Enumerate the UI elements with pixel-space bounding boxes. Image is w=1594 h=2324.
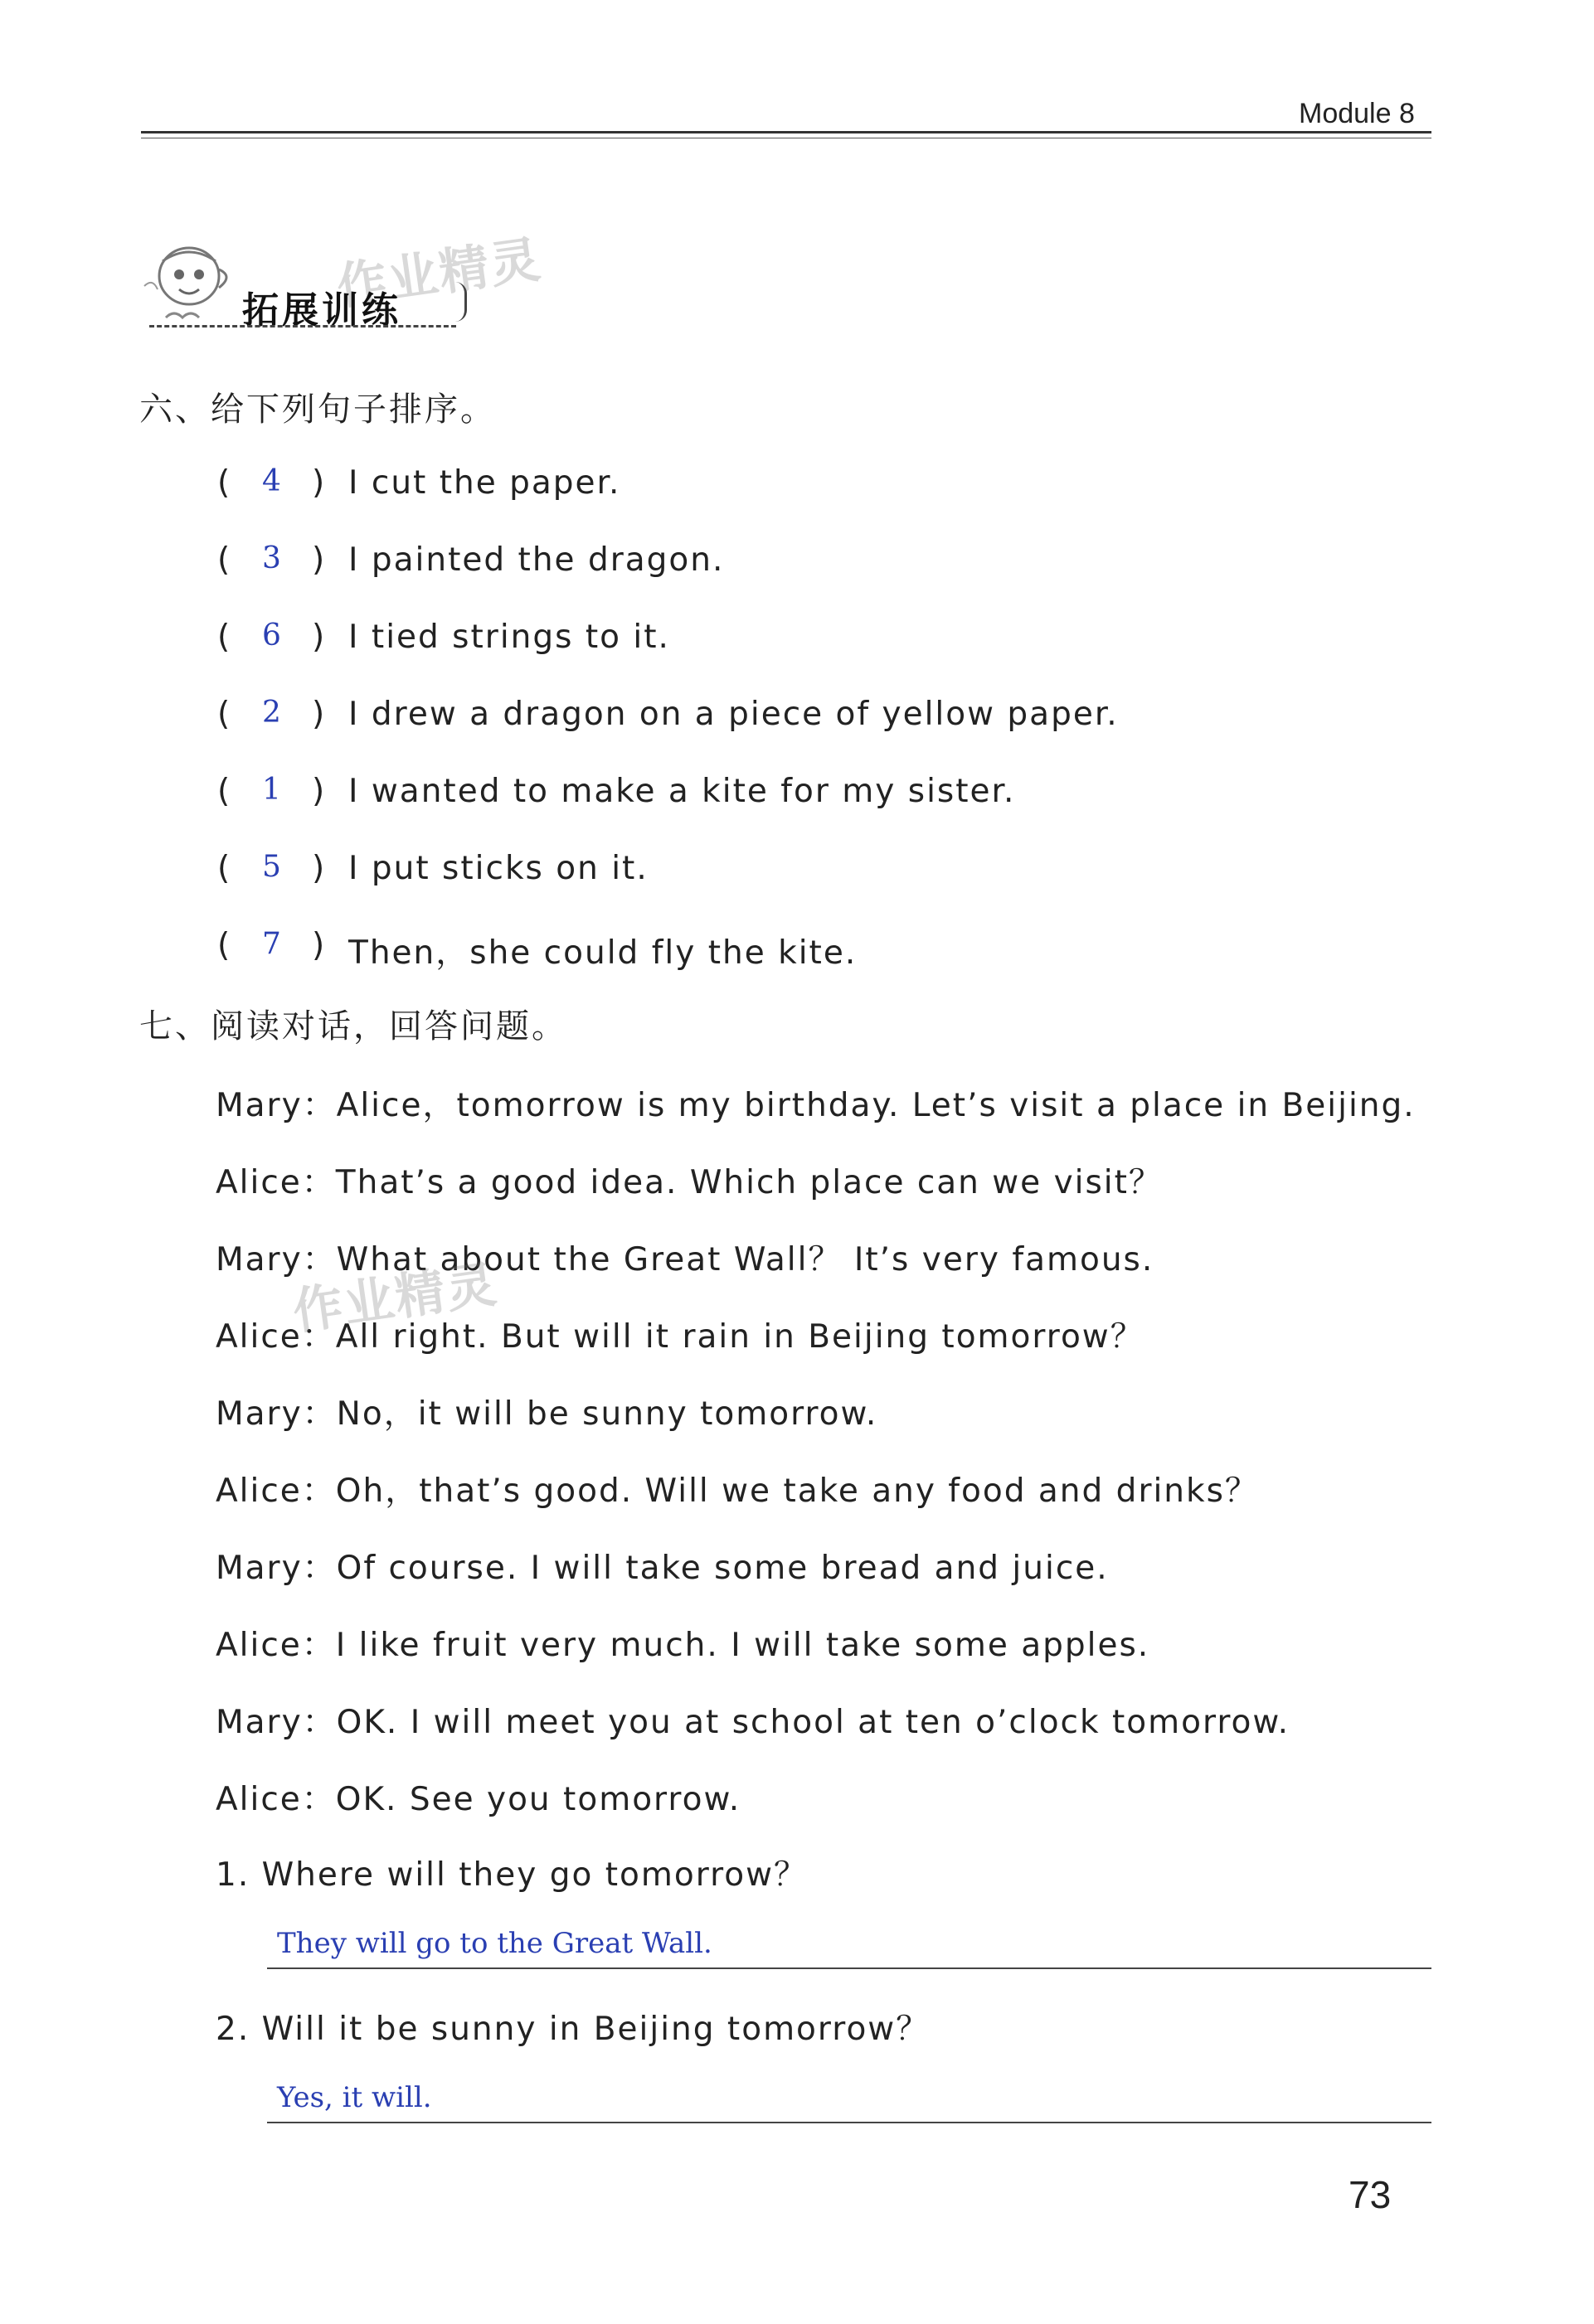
order-answer: 7 [262,927,281,961]
sentence-text: Then，she could fly the kite. [348,934,858,972]
section-title: 拓展训练 [242,289,401,332]
close-paren: ) [312,541,325,579]
sentence-text: I drew a dragon on a piece of yellow paper. [348,696,1119,733]
open-paren: ( [217,773,231,810]
watermark: 作业精灵 [333,230,546,317]
question-text: 2. Will it be sunny in Beijing tomorrow？ [216,2011,931,2048]
answer-line [267,2122,1431,2123]
dialogue-line: Alice：I like fruit very much. I will take some apples. [216,1627,1150,1664]
dialogue-line: Mary：Alice，tomorrow is my birthday. Let’s visit a place in Beijing. [216,1087,1416,1124]
open-paren: ( [217,464,231,502]
order-answer: 4 [262,464,281,498]
page-number: 73 [1349,2173,1392,2216]
close-paren: ) [312,850,325,887]
order-answer: 3 [262,541,281,575]
answer-line [267,1967,1431,1969]
close-paren: ) [312,464,325,502]
order-answer: 2 [262,696,281,730]
close-paren: ) [312,773,325,810]
written-answer: Yes, it will. [277,2081,432,2114]
sentence-text: I cut the paper. [348,464,621,502]
open-paren: ( [217,850,231,887]
close-paren: ) [312,927,325,964]
open-paren: ( [217,927,231,964]
dialogue-line: Mary：OK. I will meet you at school at ten o’clock tomorrow. [216,1704,1290,1741]
module-label: Module 8 [1299,98,1415,129]
order-answer: 5 [262,850,281,884]
dialogue-line: Alice：That’s a good idea. Which place can we visit？ [216,1164,1163,1201]
sentence-text: I wanted to make a kite for my sister. [348,773,1016,810]
sentence-text: I tied strings to it. [348,619,670,656]
open-paren: ( [217,696,231,733]
order-answer: 6 [262,619,281,653]
order-answer: 1 [262,773,281,807]
dialogue-line: Mary：What about the Great Wall？ It’s very famous. [216,1241,1154,1278]
dialogue-line: Alice：All right. But will it rain in Beijing tomorrow？ [216,1318,1144,1356]
open-paren: ( [217,541,231,579]
section-underline [149,325,456,327]
part6-heading: 六、给下列句子排序。 [139,391,496,429]
dialogue-line: Alice：Oh，that’s good. Will we take any food and drinks？ [216,1473,1259,1510]
written-answer: They will go to the Great Wall. [277,1927,712,1960]
open-paren: ( [217,619,231,656]
sentence-text: I put sticks on it. [348,850,649,887]
sentence-text: I painted the dragon. [348,541,725,579]
watermark: 作业精灵 [289,1255,502,1342]
close-paren: ) [312,696,325,733]
dialogue-line: Alice：OK. See you tomorrow. [216,1781,741,1818]
section-bracket [454,282,467,322]
close-paren: ) [312,619,325,656]
dialogue-line: Mary：Of course. I will take some bread and juice. [216,1550,1109,1587]
dialogue-line: Mary：No，it will be sunny tomorrow. [216,1395,878,1433]
question-text: 1. Where will they go tomorrow？ [216,1856,809,1894]
header-rule [141,131,1431,133]
part7-heading: 七、阅读对话，回答问题。 [139,1007,567,1046]
